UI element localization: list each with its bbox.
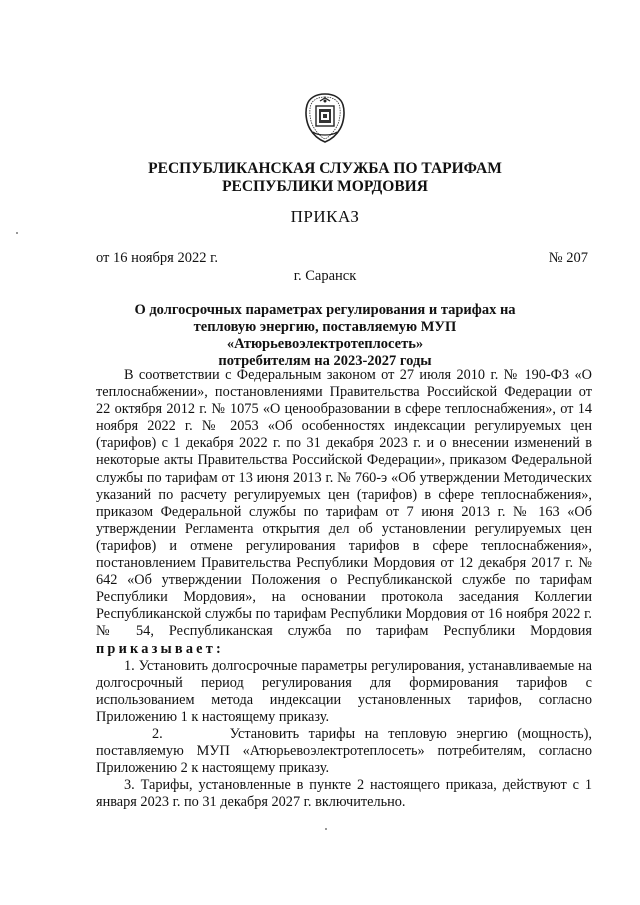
- subject-line-2: тепловую энергию, поставляемую МУП «Атюрьевоэлектротеплосеть»: [193, 319, 457, 352]
- scan-speck: [325, 828, 327, 830]
- order-city: г. Саранск: [293, 268, 357, 284]
- organization-name: [60, 160, 590, 196]
- order-subject: [100, 302, 550, 370]
- preamble-text: В соответствии с Федеральным законом от 27 июля 2010 г. № 190-ФЗ «О теплоснабжении», постановлениями Правительства Российской Федерации от 22 октября 2012 г. № 1075 «О ценообразовании в сфере теплоснабжения», от 14 ноября 2022 г. № 2053 «Об особенностях индексации регулируемых цен (тарифов) с 1 декабря 2022 г. по 31 декабря 2023 г. и о внесении изменений в некоторые акты Правительства Российской Федерации», приказом Федеральной службы по тарифам от 13 июня 2013 г. № 760-э «Об утверждении Методических указаний по расчету регулируемых цен (тарифов) в сфере теплоснабжения», приказом Федеральной службы по тарифам от 7 июня 2013 г. № 163 «Об утверждении Регламента открытия дел об установлении регулируемых цен (тарифов) и отмене регулирования тарифов в сфере теплоснабжения», постановлением Правительства Республики Мордовия от 12 декабря 2017 г. № 642 «Об утверждении Положения о Республиканской службе по тарифам Республики Мордовия», на основании протокола заседания Коллегии Республиканской службы по тарифам Республики Мордовия от 16 ноября 2022 г. № 54, Республиканская служба по тарифам Республики Мордовия: [96, 367, 592, 640]
- item-2-paragraph: [96, 726, 592, 777]
- item-2-text: Установить тарифы на тепловую энергию (мощность), поставляемую МУП «Атюрьевоэлектротеплосеть» потребителям, согласно Приложению 2 к настоящему приказу.: [96, 725, 592, 777]
- org-line-1: РЕСПУБЛИКАНСКАЯ СЛУЖБА ПО ТАРИФАМ: [148, 160, 502, 177]
- item-2-number: 2.: [152, 725, 163, 742]
- document-type-title: ПРИКАЗ: [290, 207, 360, 226]
- org-line-2: РЕСПУБЛИКИ МОРДОВИЯ: [222, 178, 428, 195]
- subject-line-3: потребителям на 2023-2027 годы: [218, 353, 432, 369]
- order-body: [96, 367, 592, 811]
- preamble-paragraph: [96, 367, 592, 658]
- coat-of-arms-emblem: [302, 92, 348, 144]
- order-number: № 207: [548, 250, 588, 266]
- decree-word: приказывает:: [96, 640, 224, 657]
- item-1-paragraph: 1. Установить долгосрочные параметры регулирования, устанавливаемые на долгосрочный период регулирования для формирования тарифов с использованием метода индексации установленных тарифов, согласно Приложению 1 к настоящему приказу.: [96, 657, 592, 725]
- scan-speck: [16, 232, 18, 234]
- item-3-paragraph: 3. Тарифы, установленные в пункте 2 настоящего приказа, действуют с 1 января 2023 г. по 31 декабря 2027 г. включительно.: [96, 777, 592, 811]
- subject-line-1: О долгосрочных параметрах регулирования и тарифах на: [134, 302, 516, 318]
- order-date: от 16 ноября 2022 г.: [96, 250, 219, 266]
